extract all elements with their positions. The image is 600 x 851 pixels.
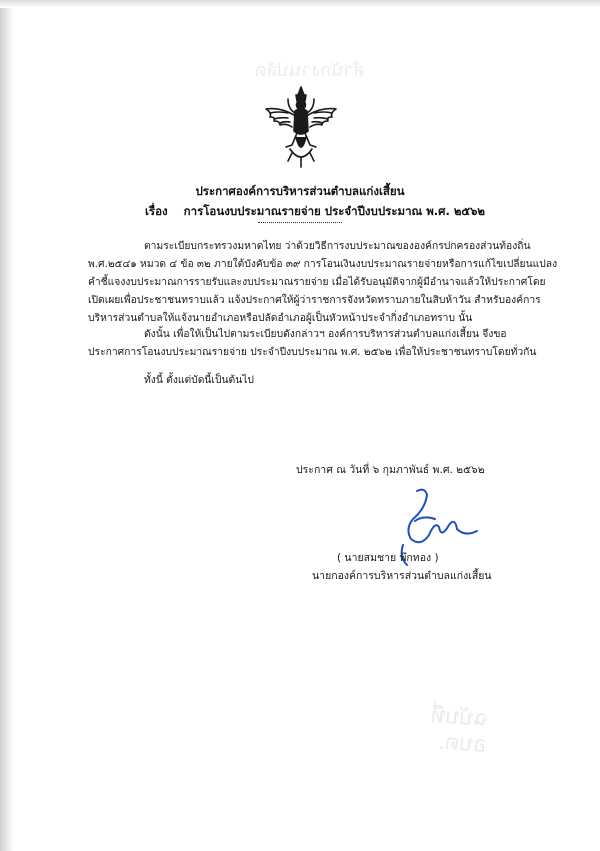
paragraph-2-line: ดังนั้น เพื่อให้เป็นไปตามระเบียบดังกล่าวฯ องค์การบริหารส่วนตำบลแก่งเสี้ยน จึงขอ (144, 328, 507, 340)
paragraph-2 (88, 325, 540, 361)
paragraph-1-line: ตามระเบียบกระทรวงมหาดไทย ว่าด้วยวิธีการงบประมาณขององค์กรปกครองส่วนท้องถิ่น (144, 240, 531, 252)
announcement-subject (145, 203, 485, 221)
signer-position: นายกองค์การบริหารส่วนตำบลแก่งเสี้ยน (312, 570, 492, 582)
announcement-title: ประกาศองค์การบริหารส่วนตำบลแก่งเสี้ยน (195, 184, 405, 198)
signer-name: ( นายสมชาย พึกทอง ) (337, 552, 439, 564)
paragraph-3-line: ทั้งนี้ ตั้งแต่บัดนี้เป็นต้นไป (144, 374, 254, 386)
bleed-through-stamp (428, 703, 489, 759)
ghost-stamp-text: ฉบับที่ อบต. (430, 703, 490, 758)
paragraph-3 (88, 371, 540, 389)
bleed-through-header: สำนักงานปลัด (255, 60, 365, 81)
paragraph-1 (88, 237, 558, 327)
scan-edge-shadow (0, 0, 14, 851)
paragraph-1-line: บริหารส่วนตำบลให้แจ้งนายอำเภอหรือปลัดอำเภอผู้เป็นหัวหน้าประจำกิ่งอำเภอทราบ นั้น (88, 312, 473, 324)
paragraph-1-line: พ.ศ.๒๕๔๑ หมวด ๔ ข้อ ๓๒ ภายใต้บังคับข้อ ๓๙ การโอนเงินงบประมาณรายจ่ายหรือการแก้ไขเปลี่ยนแปลง (88, 258, 558, 270)
garuda-emblem-icon (258, 83, 344, 169)
scan-top-shadow (0, 0, 600, 8)
paragraph-1-line: เปิดเผยเพื่อประชาชนทราบแล้ว แจ้งประกาศให้ผู้ว่าราชการจังหวัดทราบภายในสิบห้าวัน สำหรับองค์การ (88, 294, 541, 306)
announcement-date: ประกาศ ณ วันที่ ๖ กุมภาพันธ์ พ.ศ. ๒๕๖๒ (296, 464, 485, 476)
dotted-divider (258, 222, 342, 223)
subject-label: เรื่อง (145, 204, 168, 218)
paragraph-2-line: ประกาศการโอนงบประมาณรายจ่าย ประจำปีงบประมาณ พ.ศ. ๒๕๖๒ เพื่อให้ประชาชนทราบโดยทั่วกัน (88, 346, 537, 358)
subject-text: การโอนงบประมาณรายจ่าย ประจำปีงบประมาณ พ.ศ. ๒๕๖๒ (183, 204, 485, 218)
paragraph-1-line: คำชี้แจงงบประมาณการรายรับและงบประมาณรายจ่าย เมื่อได้รับอนุมัติจากผู้มีอำนาจแล้วให้ประกาศโดย (88, 276, 546, 288)
